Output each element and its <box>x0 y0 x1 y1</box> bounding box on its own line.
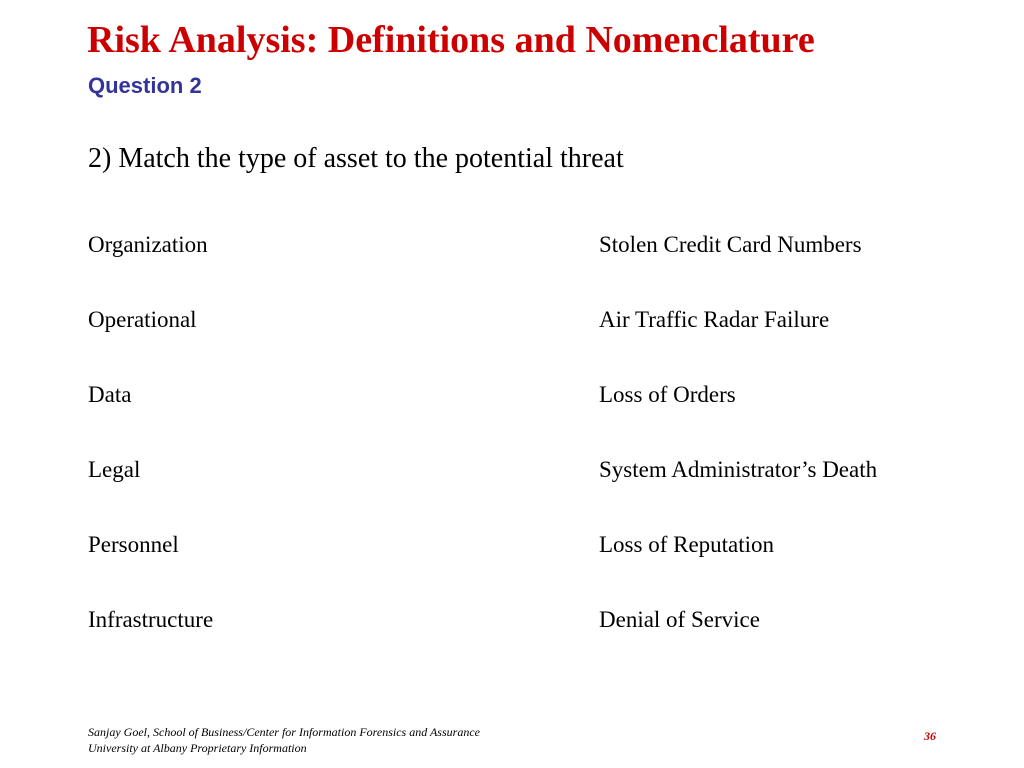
match-row <box>0 382 1024 412</box>
match-row <box>0 532 1024 562</box>
asset-type: Personnel <box>88 532 179 557</box>
footer-notice: University at Albany Proprietary Information <box>88 741 307 755</box>
match-row <box>0 307 1024 337</box>
threat: System Administrator’s Death <box>599 457 878 482</box>
asset-type: Organization <box>88 232 208 257</box>
asset-type: Legal <box>88 457 141 482</box>
threat: Denial of Service <box>599 607 760 632</box>
footer-author: Sanjay Goel, School of Business/Center for Information Forensics and Assurance <box>88 725 480 739</box>
threat: Loss of Orders <box>599 382 736 407</box>
threat: Loss of Reputation <box>599 532 775 557</box>
slide-subtitle: Question 2 <box>88 73 202 98</box>
slide-title: Risk Analysis: Definitions and Nomenclature <box>87 19 815 61</box>
page-number: 36 <box>924 729 936 743</box>
match-row <box>0 607 1024 637</box>
question-text: 2) Match the type of asset to the potential threat <box>88 143 624 174</box>
asset-type: Infrastructure <box>88 607 214 632</box>
match-row <box>0 232 1024 262</box>
asset-type: Operational <box>88 307 197 332</box>
footer <box>88 724 480 756</box>
threat: Air Traffic Radar Failure <box>599 307 830 332</box>
asset-type: Data <box>88 382 132 407</box>
match-row <box>0 457 1024 487</box>
threat: Stolen Credit Card Numbers <box>599 232 862 257</box>
